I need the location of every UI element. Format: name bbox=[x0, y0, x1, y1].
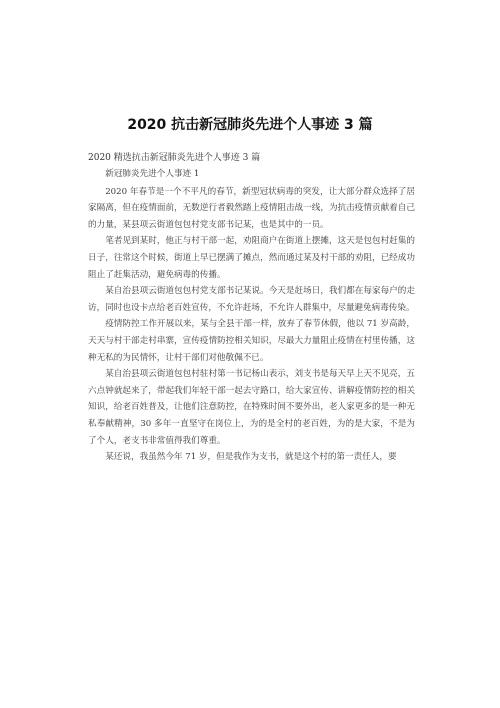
body-paragraph: 某自治县项云街道包包村驻村第一书记杨山表示，刘支书是每天早上天不见亮，五六点钟就起来了，带起我们年轻干部一起去守路口，给大家宣传、讲解疫情防控的相关知识，给老百姓普及，让他们注意防控，在特殊时间不要外出，老人家更多的是一种无私奉献精神，30 多年一直坚守在岗位上，为的是全村的老百姓，为的是大家，不是为了个人，老支书非常值得我们尊重。 bbox=[88, 369, 415, 446]
body-paragraph: 2020 年春节是一个不平凡的春节，新型冠状病毒的突发，让大部分群众选择了居家隔离，但在疫情面前，无数逆行者毅然踏上疫情阻击战一线，为抗击疫情贡献着自己的力量，某县项云街道包包村党支部书记某，也是其中的一员。 bbox=[88, 186, 415, 230]
body-paragraph: 某自治县项云街道包包村党支部书记某说。今天是赶场日，我们都在每家每户的走访，同时也设卡点给老百姓宣传，不允许赶场，不允许人群集中，尽量避免病毒传染。 bbox=[88, 286, 415, 313]
document-title: 2020 抗击新冠肺炎先进个人事迹 3 篇 bbox=[127, 117, 373, 133]
body-paragraph: 某还说，我虽然今年 71 岁，但是我作为支书，就是这个村的第一责任人，要 bbox=[105, 452, 397, 463]
section-heading: 新冠肺炎先进个人事迹 1 bbox=[105, 169, 200, 179]
document-body bbox=[88, 166, 415, 466]
body-paragraph: 疫情防控工作开展以来，某与全县干部一样，放弃了春节休假，他以 71 岁高龄，天天与村干部走村串寨，宣传疫情防控相关知识，尽最大力量阻止疫情在村里传播，这种无私的为民情怀，让村干部们对他敬佩不已。 bbox=[88, 319, 415, 363]
document-subtitle: 2020 精选抗击新冠肺炎先进个人事迹 3 篇 bbox=[88, 153, 261, 163]
body-paragraph: 笔者见到某时，他正与村干部一起，劝阻商户在街道上摆摊，这天是包包村赶集的日子，往常这个时候，街道上早已摆满了摊点，然而通过某及村干部的劝阻，已经成功阻止了赶集活动，避免病毒的传播。 bbox=[88, 236, 415, 280]
